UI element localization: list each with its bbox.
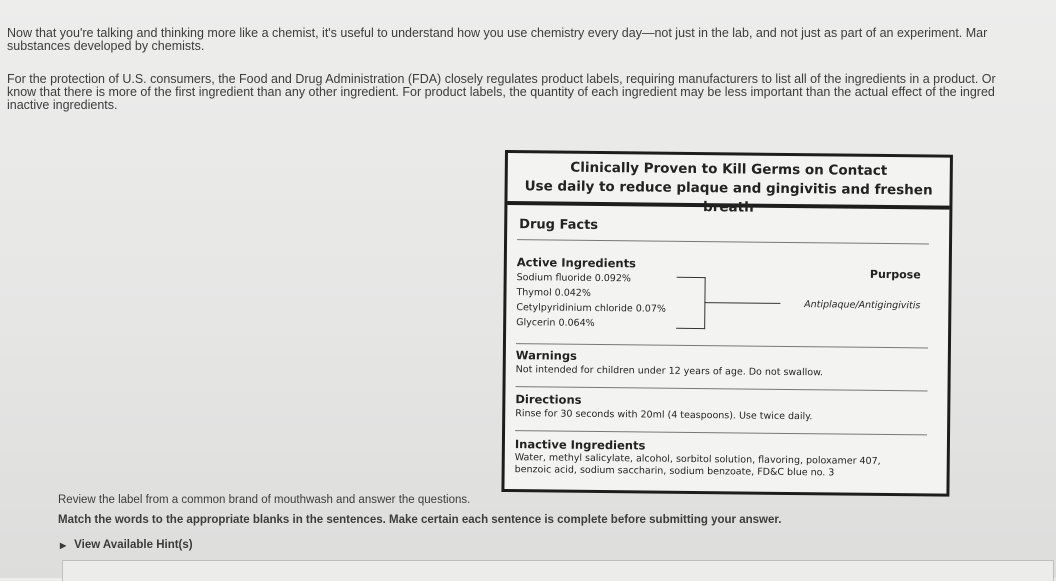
active-ingredient: Thymol 0.042% [516, 287, 591, 299]
intro-line: know that there is more of the first ingredient than any other ingredient. For product labels, the quantity of each ingredient may be less important than the actual effect of the ingred [7, 85, 995, 99]
intro-line: For the protection of U.S. consumers, the Food and Drug Administration (FDA) closely regulates product labels, requiring manufacturers to list all of the ingredients in a product. Or [7, 72, 996, 86]
purpose-title: Purpose [869, 267, 921, 282]
ingredient-bracket [676, 277, 706, 329]
review-text: Review the label from a common brand of mouthwash and answer the questions. [58, 494, 471, 506]
directions-text: Rinse for 30 seconds with 20ml (4 teaspoons). Use twice daily. [515, 408, 813, 423]
active-ingredients-title: Active Ingredients [516, 255, 637, 271]
inactive-ingredients-line: benzoic acid, sodium saccharin, sodium benzoate, FD&C blue no. 3 [514, 464, 835, 479]
intro-paragraph-2 [7, 73, 996, 112]
headline-line-2: Use daily to reduce plaque and gingivitis and freshen breath [524, 178, 933, 216]
bracket-connector [704, 302, 780, 304]
drug-facts-title: Drug Facts [519, 217, 599, 233]
instruction-text: Match the words to the appropriate blanks in the sentences. Make certain each sentence is complete before submitting your answer. [58, 514, 782, 526]
label-headline [507, 153, 950, 216]
intro-line: substances developed by chemists. [7, 39, 205, 53]
inactive-ingredients-title: Inactive Ingredients [514, 437, 646, 453]
divider [517, 239, 929, 244]
view-hints-link[interactable] [60, 539, 193, 551]
divider [516, 343, 928, 348]
headline-line-1: Clinically Proven to Kill Germs on Contact [570, 159, 888, 180]
purpose-text: Antiplaque/Antigingivitis [804, 299, 921, 312]
intro-paragraph-1 [7, 27, 987, 53]
inactive-ingredients-line: Water, methyl salicylate, alcohol, sorbitol solution, flavoring, poloxamer 407, [514, 452, 881, 467]
active-ingredient: Sodium fluoride 0.092% [516, 272, 632, 285]
warnings-title: Warnings [515, 348, 578, 363]
active-ingredient: Glycerin 0.064% [516, 317, 595, 329]
divider [516, 386, 928, 391]
warnings-text: Not intended for children under 12 years of age. Do not swallow. [515, 364, 824, 379]
directions-title: Directions [515, 392, 582, 407]
mouthwash-label-image [501, 150, 953, 497]
caret-right-icon: ▶ [60, 541, 67, 550]
divider [515, 430, 927, 435]
intro-line: inactive ingredients. [7, 98, 118, 112]
intro-line: Now that you're talking and thinking more like a chemist, it's useful to understand how you use chemistry every day—not just in the lab, and not just as part of an experiment. Mar [7, 26, 988, 40]
view-hints-label: View Available Hint(s) [74, 539, 193, 551]
active-ingredient: Cetylpyridinium chloride 0.07% [516, 302, 667, 315]
